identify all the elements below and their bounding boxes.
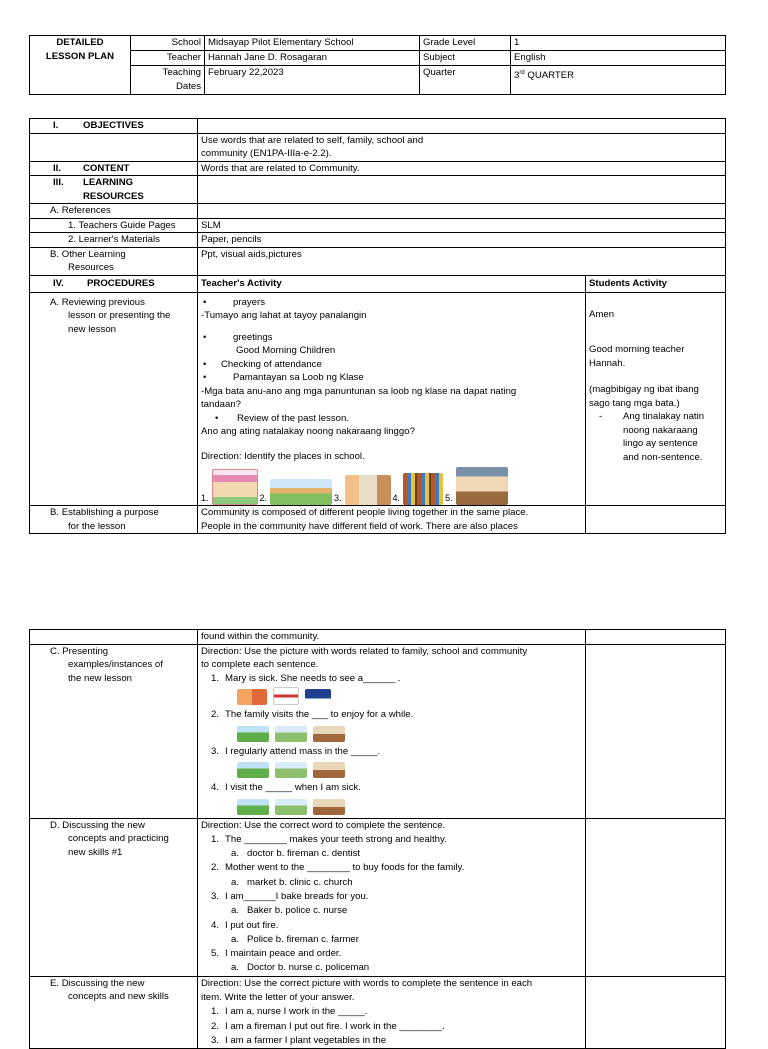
library-image: [403, 473, 443, 505]
pic-num-1: 1.: [201, 492, 209, 503]
discuss1-student-blank: [586, 818, 726, 976]
review-label: [30, 292, 198, 506]
school-value: Midsayap Pilot Elementary School: [205, 36, 420, 51]
presenting-student-blank: [586, 644, 726, 818]
pic-num-5: 5.: [445, 492, 453, 503]
d1-q5-text: I maintain peace and order.: [225, 948, 342, 960]
purpose-student-blank: [586, 506, 726, 534]
canteen-image: [456, 467, 508, 505]
discuss2-direction-line-1: Direction: Use the correct picture with words to complete the sentence in each: [201, 977, 533, 989]
teacher-label: Teacher: [131, 51, 205, 66]
d1-answer-2: [201, 876, 582, 890]
bullet-review-text: Review of the past lesson.: [237, 412, 349, 424]
nurse-image: [273, 687, 299, 705]
lr-blank: [198, 176, 726, 204]
subject-label: Subject: [420, 51, 511, 66]
d2-question-2: [201, 1020, 582, 1034]
procedures-label: PROCEDURES: [87, 277, 155, 289]
content-text: Words that are related to Community.: [198, 161, 726, 176]
dates-label-line-1: Teaching: [162, 67, 201, 78]
purpose-line-1: Community is composed of different people living together in the same place.: [201, 507, 529, 518]
olr-line-1: B. Other Learning: [50, 248, 126, 260]
item-2-pictures: [201, 724, 582, 742]
d1-q1-text: The ________ makes your teeth strong and healthy.: [225, 833, 447, 845]
title-line-2: LESSON PLAN: [45, 51, 115, 62]
d1-answer-5: [201, 961, 582, 975]
references-blank: [198, 204, 726, 219]
review-teacher-activity: [198, 292, 586, 506]
d1-question-2: [201, 861, 582, 875]
student-greeting-line-2: Hannah.: [589, 357, 626, 369]
lr-label-line-1: LEARNING: [83, 177, 134, 188]
d1-a2-letter: a.: [231, 876, 240, 888]
d1-q4-text: I put out fire.: [225, 919, 279, 931]
bullet-greetings-text: greetings: [233, 331, 273, 343]
student-rules-line-1: (magbibigay ng ibat ibang: [589, 384, 699, 395]
pic-num-3: 3.: [334, 492, 342, 503]
bullet-greetings: • greetings: [203, 331, 273, 343]
continued-student-blank: [586, 630, 726, 645]
student-rules-line-2: sago tang mga bata.): [589, 397, 680, 409]
presenting-label-line-2: examples/instances of: [68, 659, 163, 670]
purpose-continued: found within the community.: [198, 630, 586, 645]
teacher-value: Hannah Jane D. Rosagaran: [205, 51, 420, 66]
quarter-label: Quarter: [420, 66, 511, 95]
presenting-item-2: [201, 708, 582, 722]
header-table: [29, 35, 726, 95]
d1-q3-text: I am______I bake breads for you.: [225, 890, 369, 902]
students-activity-header: Students Activity: [586, 275, 726, 292]
presenting-label: [30, 644, 198, 818]
d1-a5-letter: a.: [231, 962, 240, 974]
d2-question-3: [201, 1034, 582, 1048]
objectives-line-2: community (EN1PA-IIIa-e-2.2).: [201, 148, 332, 159]
classroom-image: [345, 475, 391, 505]
pic-num-2: 2.: [259, 492, 268, 503]
d1-a3-letter: a.: [231, 905, 240, 917]
content-number: II.: [53, 162, 61, 174]
content-label: CONTENT: [83, 162, 130, 174]
d1-question-4: [201, 919, 582, 933]
d1-q1-number: 1.: [210, 833, 219, 845]
d1-question-1: [201, 833, 582, 847]
item-1-number: 1.: [210, 672, 219, 684]
olr-label: [30, 247, 198, 275]
review-line-2: Good Morning Children: [236, 345, 336, 356]
objectives-label: OBJECTIVES: [83, 120, 144, 131]
student-greeting-line-1: Good morning teacher: [589, 344, 685, 355]
review-line-3: -Mga bata anu-ano ang mga panuntunan sa loob ng klase na dapat nating: [201, 385, 517, 397]
purpose-label-line-1: B. Establishing a purpose: [50, 507, 159, 518]
item-1-pictures: [201, 687, 582, 705]
title-line-1: DETAILED: [56, 37, 104, 48]
market-image: [275, 726, 307, 742]
item-4-number: 4.: [210, 782, 219, 793]
grade-label: Grade Level: [420, 36, 511, 51]
presenting-item-3: [201, 745, 582, 759]
discuss2-label: [30, 976, 198, 1048]
item-3-number: 3.: [210, 745, 219, 757]
tg-label: 1. Teachers Guide Pages: [30, 218, 198, 233]
d1-a1-letter: a.: [231, 848, 240, 860]
d1-question-3: [201, 890, 582, 904]
school-building-image: [212, 469, 258, 505]
item-3-pictures: [201, 760, 582, 778]
student-answer: [589, 410, 722, 424]
purpose-label: [30, 506, 198, 534]
school-places-pictures: [201, 467, 582, 505]
discuss2-label-line-2: concepts and new skills: [68, 991, 169, 1003]
review-line-4: tandaan?: [201, 399, 242, 410]
d2-q3-text: I am a farmer I plant vegetables in the: [225, 1034, 387, 1046]
discuss2-label-line-1: E. Discussing the new: [50, 977, 145, 989]
quarter-number: 3: [514, 70, 520, 82]
item-4-pictures: [201, 797, 582, 815]
procedures-heading: [30, 275, 198, 292]
item-2-text: The family visits the ___ to enjoy for a while.: [225, 709, 414, 720]
review-label-line-2: lesson or presenting the: [68, 310, 171, 321]
d1-a5-text: Doctor b. nurse c. policeman: [247, 962, 370, 974]
d1-a1-text: doctor b. fireman c. dentist: [247, 848, 361, 860]
student-amen: Amen: [589, 308, 615, 320]
student-answer-line-2: noong nakaraang: [623, 424, 698, 436]
d2-q1-number: 1.: [210, 1006, 219, 1018]
bullet-attendance-text: Checking of attendance: [221, 358, 322, 370]
teacher-activity-header: Teacher's Activity: [198, 275, 586, 292]
presenting-activity: [198, 644, 586, 818]
objectives-line-1: Use words that are related to self, family, school and: [201, 134, 424, 146]
student-answer-line-4: and non-sentence.: [623, 451, 703, 463]
bullet-pamantayan-text: Pamantayan sa Loob ng Klase: [233, 372, 364, 383]
d1-q4-number: 4.: [210, 919, 219, 931]
presenting-direction-line-1: Direction: Use the picture with words related to family, school and community: [201, 645, 528, 657]
lm-value: Paper, pencils: [198, 233, 726, 248]
references-label: A. References: [30, 204, 198, 219]
park-image: [237, 799, 269, 815]
d1-answer-1: [201, 847, 582, 861]
d1-a3-text: Baker b. police c. nurse: [247, 905, 348, 917]
bullet-prayers: • prayers: [203, 296, 265, 308]
quarter-suffix: rd: [519, 70, 525, 76]
item-3-text: I regularly attend mass in the _____.: [225, 745, 381, 757]
discuss1-label-line-1: D. Discussing the new: [50, 819, 145, 831]
review-direction: Direction: Identify the places in school.: [201, 450, 365, 462]
park-image: [237, 726, 269, 742]
presenting-item-1: [201, 672, 582, 686]
doc-title: [30, 36, 131, 95]
review-line-1: -Tumayo ang lahat at tayoy panalangin: [201, 310, 367, 321]
d2-q2-text: I am a fireman I put out fire. I work in the ________.: [225, 1020, 445, 1032]
presenting-label-line-1: C. Presenting: [50, 645, 109, 657]
market-image: [275, 799, 307, 815]
grade-value: 1: [511, 36, 726, 51]
d2-q1-text: I am a, nurse I work in the _____.: [225, 1006, 368, 1018]
student-answer-dash: -: [599, 411, 603, 422]
discuss2-student-blank: [586, 976, 726, 1048]
discuss1-activity: [198, 818, 586, 976]
d1-answer-4: [201, 933, 582, 947]
student-answer-line-1: Ang tinalakay natin: [623, 411, 705, 422]
review-label-line-1: A. Reviewing previous: [50, 296, 145, 308]
presenting-label-line-3: the new lesson: [68, 672, 132, 684]
park-image: [237, 762, 269, 778]
d1-answer-3: [201, 904, 582, 918]
lr-number: III.: [53, 177, 64, 188]
bullet-pamantayan: • Pamantayan sa Loob ng Klase: [203, 372, 364, 383]
procedures-number: IV.: [53, 277, 64, 289]
item-2-number: 2.: [210, 709, 219, 720]
d2-q3-number: 3.: [210, 1034, 219, 1046]
discuss1-label-line-3: new skills #1: [68, 846, 123, 858]
d1-a4-letter: a.: [231, 933, 240, 945]
pic-num-4: 4.: [392, 492, 401, 503]
d2-question-1: [201, 1005, 582, 1019]
purpose-line-2: People in the community have different field of work. There are also places: [201, 520, 518, 532]
olr-line-2: Resources: [68, 262, 114, 273]
bullet-attendance: • Checking of attendance: [203, 358, 322, 370]
d2-q2-number: 2.: [210, 1020, 219, 1032]
d1-q3-number: 3.: [210, 890, 219, 902]
discuss2-activity: [198, 976, 586, 1048]
date-value: February 22,2023: [205, 66, 420, 95]
lesson-plan-table: [29, 118, 726, 534]
learning-resources-heading: [30, 176, 198, 204]
church-image: [313, 799, 345, 815]
presenting-direction-line-2: to complete each sentence.: [201, 659, 319, 670]
item-1-text: Mary is sick. She needs to see a______ .: [225, 672, 401, 684]
objectives-heading: [30, 119, 198, 134]
olr-value: Ppt, visual aids,pictures: [198, 247, 726, 275]
market-image: [275, 762, 307, 778]
d1-question-5: [201, 947, 582, 961]
objectives-empty: [30, 133, 198, 161]
dates-label: [131, 66, 205, 95]
item-4-text: I visit the _____ when I am sick.: [225, 782, 361, 793]
discuss1-direction: Direction: Use the correct word to complete the sentence.: [201, 819, 446, 831]
school-label: School: [131, 36, 205, 51]
objectives-number: I.: [53, 120, 59, 131]
tg-value: SLM: [198, 218, 726, 233]
dates-label-line-2: Dates: [175, 81, 201, 92]
review-line-5: Ano ang ating natalakay noong nakaraang linggo?: [201, 426, 415, 437]
subject-value: English: [511, 51, 726, 66]
discuss2-direction-line-2: item. Write the letter of your answer.: [201, 992, 355, 1004]
lm-label: 2. Learner's Materials: [30, 233, 198, 248]
d1-q5-number: 5.: [210, 948, 219, 960]
discuss1-label: [30, 818, 198, 976]
objectives-blank: [198, 119, 726, 134]
quarter-value: [511, 66, 726, 95]
policeman-image: [305, 689, 331, 705]
d1-q2-number: 2.: [210, 862, 219, 874]
d1-a2-text: market b. clinic c. church: [247, 876, 353, 888]
quarter-text: QUARTER: [524, 70, 575, 82]
discuss1-label-line-2: concepts and practicing: [68, 833, 169, 844]
continued-blank: [30, 630, 198, 645]
purpose-text: [198, 506, 586, 534]
lr-label-line-2: RESOURCES: [83, 190, 144, 202]
lesson-plan-table-continued: [29, 629, 726, 1049]
church-image: [313, 726, 345, 742]
review-student-activity: [586, 292, 726, 506]
bullet-prayers-text: prayers: [233, 296, 265, 308]
content-heading: [30, 161, 198, 176]
d1-a4-text: Police b. fireman c. farmer: [247, 933, 359, 945]
objectives-text: [198, 133, 726, 161]
presenting-item-4: [201, 781, 582, 795]
review-label-line-3: new lesson: [68, 323, 116, 335]
purpose-label-line-2: for the lesson: [68, 520, 126, 532]
student-answer-line-3: lingo ay sentence: [623, 438, 698, 449]
doctor-image: [237, 689, 267, 705]
church-image: [313, 762, 345, 778]
bullet-review: • Review of the past lesson.: [215, 412, 349, 424]
d1-q2-text: Mother went to the ________ to buy foods for the family.: [225, 862, 465, 874]
playground-image: [270, 479, 332, 505]
